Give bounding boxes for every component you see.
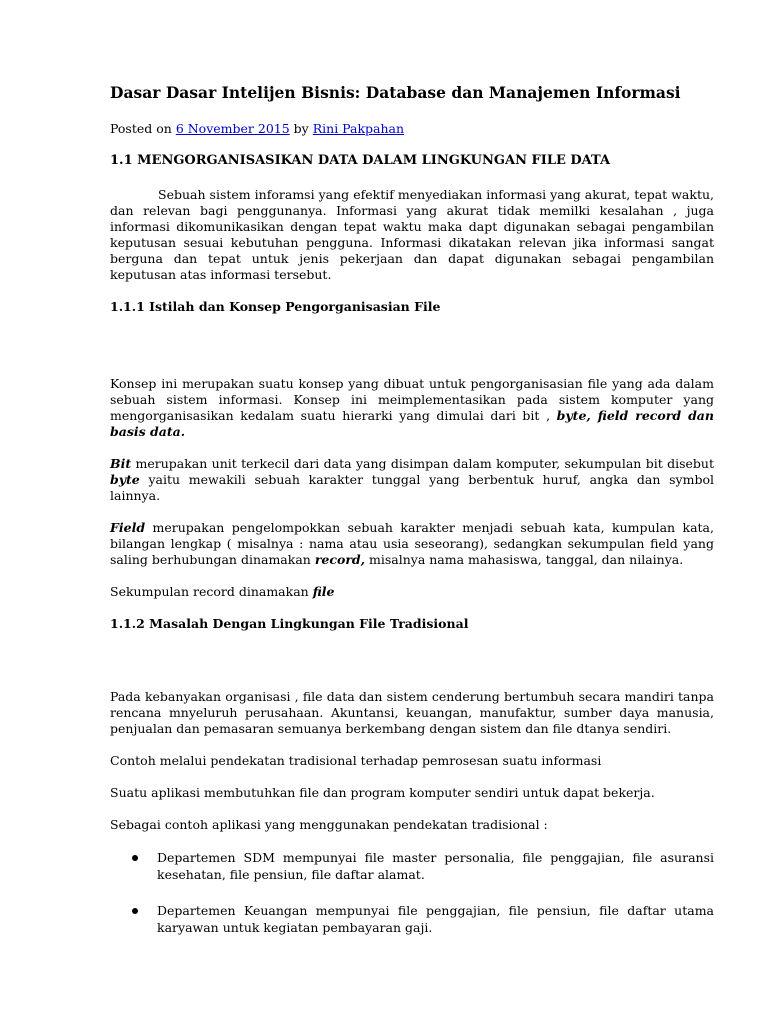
- list-item-text: Departemen SDM mempunyai file master personalia, file penggajian, file asuransi kesehatan, file pensiun, file daftar alamat.: [157, 850, 714, 883]
- blank-space: [110, 649, 714, 689]
- section-heading-1-1-2: 1.1.2 Masalah Dengan Lingkungan File Tradisional: [110, 615, 469, 631]
- file-text: Sekumpulan record dinamakan: [110, 583, 309, 599]
- field-paragraph: [110, 520, 714, 568]
- record-term: record,: [314, 551, 365, 567]
- list-item-text: Departemen Keuangan mempunyai file penggajian, file pensiun, file daftar utama karyawan untuk kegiatan pembayaran gaji.: [157, 903, 714, 936]
- by-label: by: [293, 120, 309, 136]
- bit-term: Bit: [110, 455, 132, 471]
- blank-space: [110, 332, 714, 376]
- section-heading-1-1-1: 1.1.1 Istilah dan Konsep Pengorganisasian File: [110, 298, 441, 314]
- post-date-link[interactable]: 6 November 2015: [175, 120, 290, 136]
- list-item: [157, 902, 714, 936]
- bullet-icon: [132, 855, 138, 861]
- intro-paragraph: Sebuah sistem inforamsi yang efektif menyediakan informasi yang akurat, tepat waktu, dan relevan bagi penggunanya. Informasi yang akurat tidak memilki kesalahan , juga informasi dikomunikasikan dengan tepat waktu maka dapt digunakan sebagai pengambilan keputusan sesuai kebutuhan pengguna. Informasi dikatakan relevan jika informasi sangat berguna dan tepat untuk jenis pekerjaan dan dapat digunakan sebagai pengambilan keputusan atas informasi tersebut.: [110, 186, 714, 282]
- bit-paragraph: [110, 456, 714, 504]
- tradisional-paragraph: Pada kebanyakan organisasi , file data dan sistem cenderung bertumbuh secara mandiri tanpa rencana mnyeluruh perusahaan. Akuntansi, keuangan, manufaktur, sumber daya manusia, penjualan dan pemasaran semuanya berkembang dengan sistem dan file dtanya sendiri.: [110, 689, 714, 737]
- list-item: [157, 849, 714, 883]
- file-paragraph: [110, 584, 714, 600]
- aplikasi-paragraph: Suatu aplikasi membutuhkan file dan program komputer sendiri untuk dapat bekerja.: [110, 785, 655, 801]
- posted-on-label: Posted on: [110, 120, 172, 136]
- bullet-icon: [132, 908, 138, 914]
- contoh-paragraph: Contoh melalui pendekatan tradisional terhadap pemrosesan suatu informasi: [110, 753, 602, 769]
- sebagai-contoh-paragraph: Sebagai contoh aplikasi yang menggunakan pendekatan tradisional :: [110, 817, 548, 833]
- field-text-2: misalnya nama mahasiswa, tanggal, dan nilainya.: [368, 551, 684, 567]
- konsep-emphasis: byte, field record dan basis data.: [110, 407, 714, 439]
- konsep-paragraph: [110, 376, 714, 440]
- file-term: file: [312, 583, 335, 599]
- section-heading-1-1: 1.1 MENGORGANISASIKAN DATA DALAM LINGKUNGAN FILE DATA: [110, 152, 611, 168]
- field-term: Field: [110, 519, 146, 535]
- field-text-1: merupakan pengelompokkan sebuah karakter menjadi sebuah kata, kumpulan kata, bilangan lengkap ( misalnya : nama atau usia seseorang), sedangkan sekumpulan field yang saling berhubungan dinamakan: [110, 519, 714, 567]
- author-link[interactable]: Rini Pakpahan: [312, 120, 405, 136]
- bit-text-2: yaitu mewakili sebuah karakter tunggal yang berbentuk huruf, angka dan symbol lainnya.: [110, 471, 714, 503]
- konsep-text: Konsep ini merupakan suatu konsep yang dibuat untuk pengorganisasian file yang ada dalam sebuah sistem informasi. Konsep ini meimplementasikan pada sistem komputer yang mengorganisasikan kedalam suatu hierarki yang dimulai dari bit ,: [110, 375, 714, 423]
- bit-text-1: merupakan unit terkecil dari data yang disimpan dalam komputer, sekumpulan bit disebut: [135, 455, 714, 471]
- post-meta: [110, 121, 714, 137]
- example-list: [110, 849, 714, 936]
- document-title: Dasar Dasar Intelijen Bisnis: Database dan Manajemen Informasi: [110, 83, 681, 102]
- byte-term: byte: [110, 471, 140, 487]
